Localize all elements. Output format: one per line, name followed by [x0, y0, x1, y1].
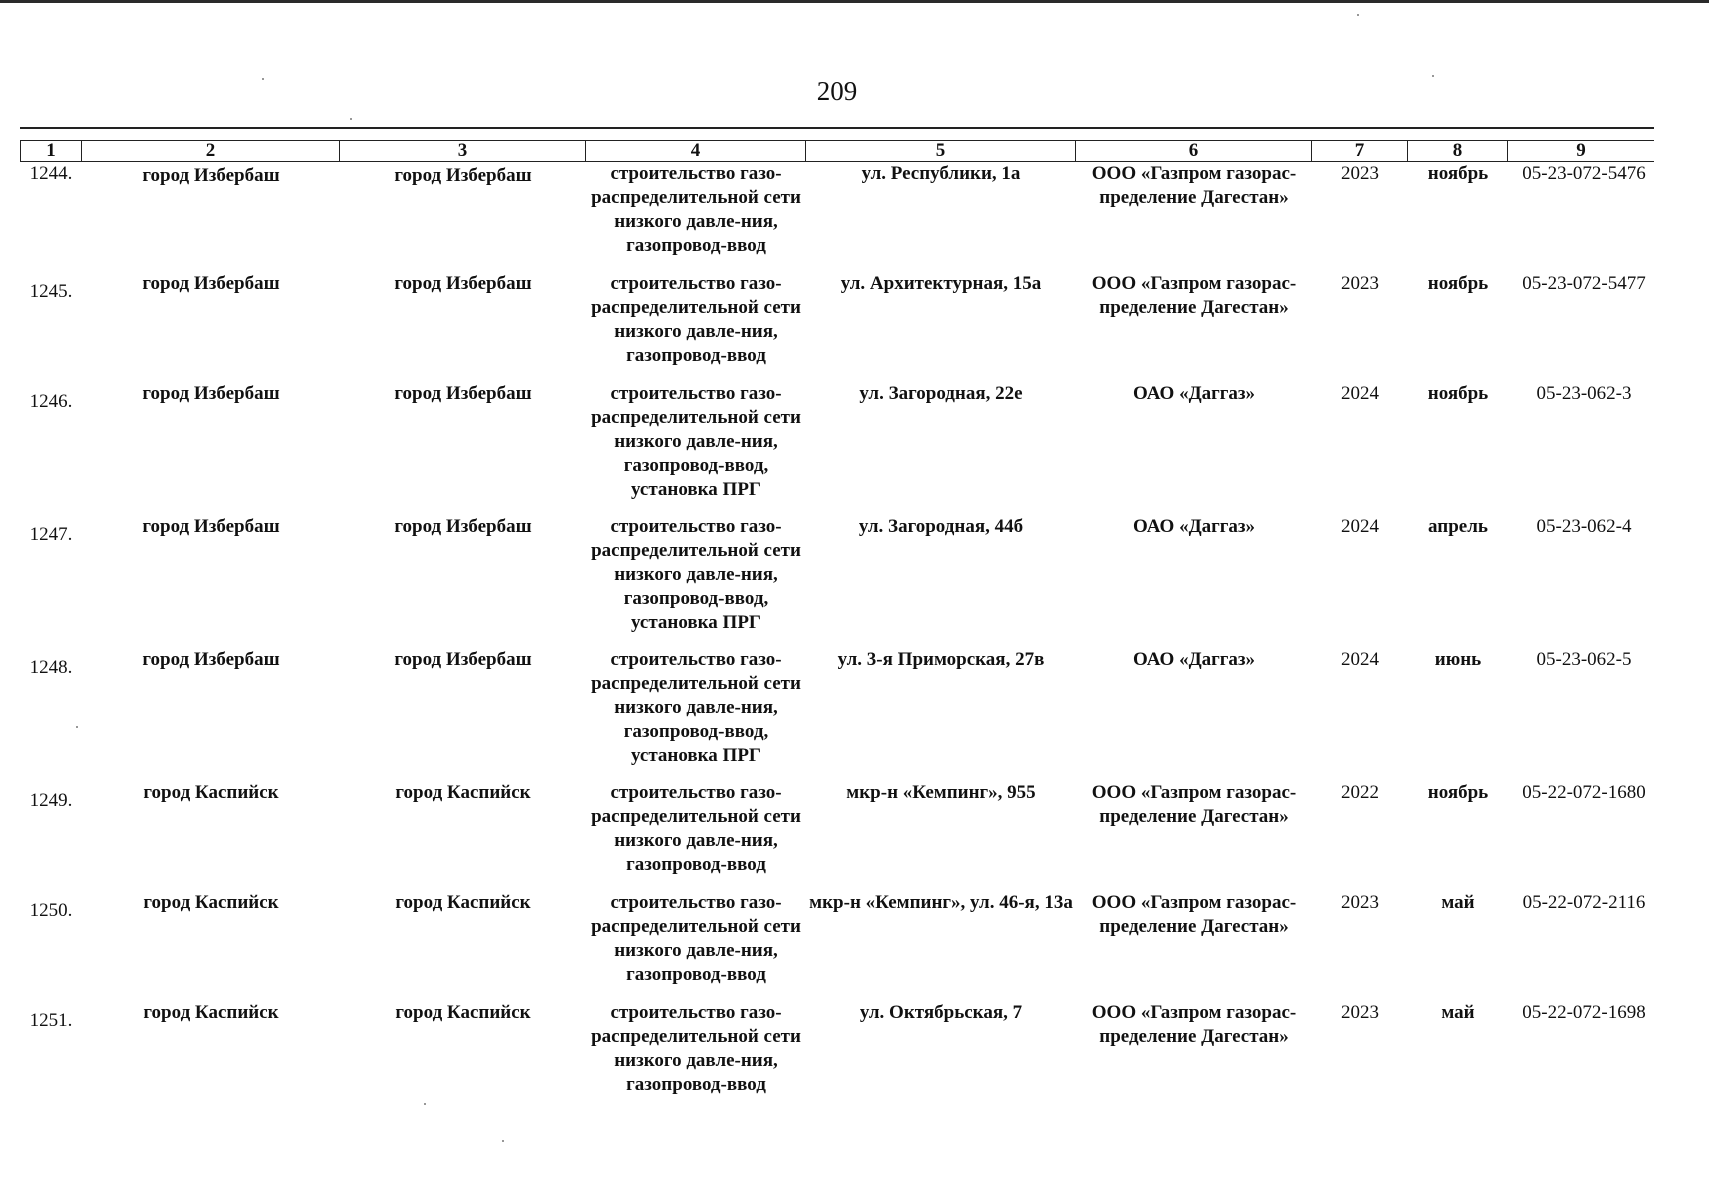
address-cell: ул. Республики, 1а	[861, 163, 1021, 184]
row-number: 1249.	[29, 790, 73, 811]
scan-speck	[350, 118, 352, 120]
month-cell: апрель	[1428, 516, 1488, 537]
work-description-cell: строительство газо-распределительной сети низкого давле-ния, газопровод-ввод	[591, 782, 801, 875]
table-header	[20, 140, 1654, 162]
column-header-5: 5	[806, 141, 1076, 161]
work-description-cell: строительство газо-распределительной сети низкого давле-ния, газопровод-ввод	[591, 163, 801, 256]
district-cell: город Избербаш	[142, 273, 280, 294]
column-header-9: 9	[1576, 140, 1586, 161]
table-row	[20, 162, 1660, 270]
year-cell: 2023	[1341, 273, 1379, 294]
work-description-cell: строительство газо-распределительной сети низкого давле-ния, газопровод-ввод, установка ПРГ	[591, 649, 801, 766]
district-cell: город Избербаш	[142, 516, 280, 537]
district-cell: город Избербаш	[142, 649, 280, 670]
organization-cell: ООО «Газпром газорас-пределение Дагестан»	[1091, 782, 1297, 827]
settlement-cell: город Избербаш	[394, 273, 532, 294]
row-number: 1245.	[29, 281, 73, 302]
work-description-cell: строительство газо-распределительной сети низкого давле-ния, газопровод-ввод, установка ПРГ	[591, 383, 801, 500]
organization-cell: ОАО «Даггаз»	[1132, 383, 1256, 404]
settlement-cell: город Избербаш	[394, 165, 532, 186]
column-header-3: 3	[340, 141, 586, 161]
table-body	[20, 162, 1660, 1109]
month-cell: июнь	[1434, 649, 1482, 670]
organization-cell: ОАО «Даггаз»	[1132, 516, 1256, 537]
code-cell: 05-22-072-2116	[1522, 892, 1646, 913]
column-header-2: 2	[82, 141, 340, 161]
settlement-cell: город Избербаш	[394, 649, 532, 670]
code-cell: 05-23-062-4	[1536, 516, 1632, 537]
district-cell: город Избербаш	[142, 165, 280, 186]
month-cell: май	[1441, 1002, 1475, 1023]
scan-speck	[424, 1103, 426, 1105]
organization-cell: ООО «Газпром газорас-пределение Дагестан»	[1091, 273, 1297, 318]
settlement-cell: город Избербаш	[394, 516, 532, 537]
table-row	[20, 270, 1660, 380]
column-header-4: 4	[586, 141, 806, 161]
year-cell: 2024	[1341, 516, 1379, 537]
address-cell: ул. Архитектурная, 15а	[840, 273, 1042, 294]
month-cell: ноябрь	[1427, 163, 1489, 184]
year-cell: 2023	[1341, 1002, 1379, 1023]
scan-speck	[1357, 14, 1359, 16]
table-row	[20, 779, 1660, 889]
column-header-7: 7	[1312, 141, 1408, 161]
year-cell: 2022	[1341, 782, 1379, 803]
year-cell: 2024	[1341, 649, 1379, 670]
code-cell: 05-22-072-1698	[1522, 1002, 1646, 1023]
column-header-6: 6	[1076, 141, 1312, 161]
code-cell: 05-23-062-5	[1536, 649, 1632, 670]
scan-speck	[262, 78, 264, 80]
code-cell: 05-22-072-1680	[1522, 782, 1646, 803]
page-top-edge	[0, 0, 1709, 3]
settlement-cell: город Каспийск	[395, 1002, 531, 1023]
organization-cell: ОАО «Даггаз»	[1132, 649, 1256, 670]
year-cell: 2023	[1341, 163, 1379, 184]
scan-speck	[76, 726, 78, 728]
district-cell: город Каспийск	[143, 1002, 279, 1023]
district-cell: город Каспийск	[143, 782, 279, 803]
year-cell: 2023	[1341, 892, 1379, 913]
address-cell: ул. Загородная, 22е	[859, 383, 1023, 404]
table-row	[20, 999, 1660, 1109]
address-cell: ул. Октябрьская, 7	[859, 1002, 1023, 1023]
row-number: 1247.	[29, 524, 73, 545]
district-cell: город Каспийск	[143, 892, 279, 913]
settlement-cell: город Каспийск	[395, 892, 531, 913]
column-header-1: 1	[20, 141, 82, 161]
column-header-8: 8	[1408, 141, 1508, 161]
table-row	[20, 646, 1660, 779]
row-number: 1251.	[29, 1010, 73, 1031]
row-number: 1246.	[29, 391, 73, 412]
table-row	[20, 889, 1660, 999]
scan-speck	[502, 1140, 504, 1142]
settlement-cell: город Каспийск	[395, 782, 531, 803]
scan-speck	[1432, 75, 1434, 77]
month-cell: ноябрь	[1427, 273, 1489, 294]
table-row	[20, 513, 1660, 646]
table-row	[20, 380, 1660, 513]
address-cell: ул. 3-я Приморская, 27в	[837, 649, 1045, 670]
settlement-cell: город Избербаш	[394, 383, 532, 404]
code-cell: 05-23-062-3	[1536, 383, 1632, 404]
year-cell: 2024	[1341, 383, 1379, 404]
organization-cell: ООО «Газпром газорас-пределение Дагестан»	[1091, 892, 1297, 937]
page-number: 209	[816, 76, 858, 106]
month-cell: май	[1441, 892, 1475, 913]
organization-cell: ООО «Газпром газорас-пределение Дагестан»	[1091, 163, 1297, 208]
row-number: 1250.	[29, 900, 73, 921]
month-cell: ноябрь	[1427, 383, 1489, 404]
address-cell: мкр-н «Кемпинг», 955	[846, 782, 1036, 803]
address-cell: ул. Загородная, 44б	[858, 516, 1024, 537]
work-description-cell: строительство газо-распределительной сети низкого давле-ния, газопровод-ввод	[591, 892, 801, 985]
work-description-cell: строительство газо-распределительной сети низкого давле-ния, газопровод-ввод	[591, 273, 801, 366]
code-cell: 05-23-072-5477	[1522, 273, 1646, 294]
row-number: 1248.	[29, 657, 73, 678]
organization-cell: ООО «Газпром газорас-пределение Дагестан»	[1091, 1002, 1297, 1047]
work-description-cell: строительство газо-распределительной сети низкого давле-ния, газопровод-ввод, установка ПРГ	[591, 516, 801, 633]
district-cell: город Избербаш	[142, 383, 280, 404]
work-description-cell: строительство газо-распределительной сети низкого давле-ния, газопровод-ввод	[591, 1002, 801, 1095]
row-number: 1244.	[29, 163, 73, 184]
month-cell: ноябрь	[1427, 782, 1489, 803]
code-cell: 05-23-072-5476	[1522, 163, 1646, 184]
address-cell: мкр-н «Кемпинг», ул. 46-я, 13а	[809, 892, 1073, 913]
header-rule	[20, 127, 1654, 129]
